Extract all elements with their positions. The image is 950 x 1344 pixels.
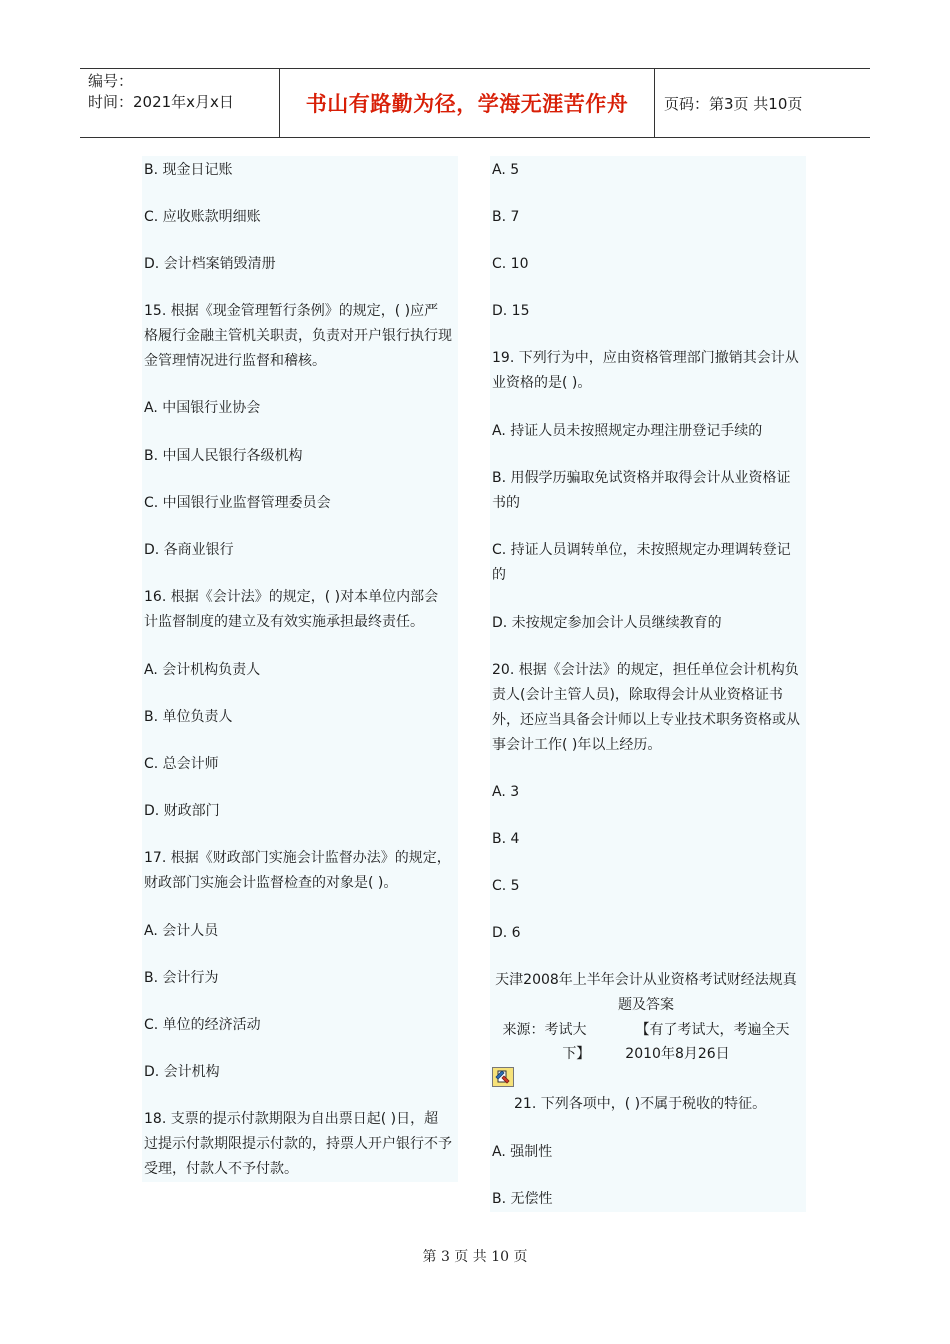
q18-option-b: B. 7 xyxy=(492,209,520,225)
question-20: 20. 根据《会计法》的规定，担任单位会计机构负责人(会计主管人员)，除取得会计从业资格证书外，还应当具备会计师以上专业技术职务资格或从事会计工作( )年以上经历。 xyxy=(492,662,800,753)
q17-option-b: B. 会计行为 xyxy=(144,970,219,986)
question-16: 16. 根据《会计法》的规定，( )对本单位内部会计监督制度的建立及有效实施承担最终责任。 xyxy=(144,589,439,630)
document-icon-glyph xyxy=(493,1068,513,1086)
question-17: 17. 根据《财政部门实施会计监督办法》的规定，财政部门实施会计监督检查的对象是( )。 xyxy=(144,850,451,891)
header-meta xyxy=(80,69,280,137)
q19-option-a: A. 持证人员未按照规定办理注册登记手续的 xyxy=(492,423,763,439)
section-source-line-2: 下】 2010年8月26日 xyxy=(562,1046,730,1062)
option-b-cash-journal: B. 现金日记账 xyxy=(144,162,233,178)
question-19: 19. 下列行为中，应由资格管理部门撤销其会计从业资格的是( )。 xyxy=(492,350,799,391)
section-source-line-1: 来源：考试大 【有了考试大，考遍全天 xyxy=(502,1022,790,1038)
q16-option-a: A. 会计机构负责人 xyxy=(144,662,261,678)
q20-option-a: A. 3 xyxy=(492,784,520,800)
page-footer: 第 3 页 共 10 页 xyxy=(422,1249,528,1265)
option-c-receivables-ledger: C. 应收账款明细账 xyxy=(144,209,261,225)
header-page-info: 页码：第3页 共10页 xyxy=(664,94,803,113)
q21-option-a: A. 强制性 xyxy=(492,1144,553,1160)
q15-option-d: D. 各商业银行 xyxy=(144,542,234,558)
q20-option-b: B. 4 xyxy=(492,831,520,847)
page-header xyxy=(80,68,870,138)
q19-option-d: D. 未按规定参加会计人员继续教育的 xyxy=(492,615,722,631)
document-icon[interactable] xyxy=(492,1067,514,1087)
question-15: 15. 根据《现金管理暂行条例》的规定，( )应严格履行金融主管机关职责，负责对开户银行执行现金管理情况进行监督和稽核。 xyxy=(144,303,452,369)
header-time: 时间：2021年x月x日 xyxy=(88,93,234,111)
q16-option-b: B. 单位负责人 xyxy=(144,709,233,725)
q18-option-d: D. 15 xyxy=(492,303,530,319)
section-title: 天津2008年上半年会计从业资格考试财经法规真题及答案 xyxy=(495,972,797,1013)
q17-option-c: C. 单位的经济活动 xyxy=(144,1017,261,1033)
q20-option-c: C. 5 xyxy=(492,878,520,894)
q17-option-d: D. 会计机构 xyxy=(144,1064,220,1080)
q17-option-a: A. 会计人员 xyxy=(144,923,219,939)
q18-option-a: A. 5 xyxy=(492,162,520,178)
q21-option-b: B. 无偿性 xyxy=(492,1191,553,1207)
question-21: 21. 下列各项中，( )不属于税收的特征。 xyxy=(514,1096,767,1112)
q16-option-d: D. 财政部门 xyxy=(144,803,220,819)
q19-option-c: C. 持证人员调转单位，未按照规定办理调转登记的 xyxy=(492,542,791,583)
option-d-archive-register: D. 会计档案销毁清册 xyxy=(144,256,276,272)
left-column xyxy=(142,156,458,1182)
header-page-info-cell xyxy=(654,69,870,137)
header-motto-cell xyxy=(280,69,655,137)
q20-option-d: D. 6 xyxy=(492,925,521,941)
q15-option-b: B. 中国人民银行各级机构 xyxy=(144,448,303,464)
header-number: 编号： xyxy=(88,72,134,90)
q15-option-c: C. 中国银行业监督管理委员会 xyxy=(144,495,331,511)
q18-option-c: C. 10 xyxy=(492,256,529,272)
question-18: 18. 支票的提示付款期限为自出票日起( )日，超过提示付款期限提示付款的，持票人开户银行不予受理，付款人不予付款。 xyxy=(144,1111,452,1177)
right-column xyxy=(490,156,806,1212)
q15-option-a: A. 中国银行业协会 xyxy=(144,400,261,416)
header-motto: 书山有路勤为径，学海无涯苦作舟 xyxy=(305,92,629,116)
q16-option-c: C. 总会计师 xyxy=(144,756,219,772)
q19-option-b: B. 用假学历骗取免试资格并取得会计从业资格证书的 xyxy=(492,470,791,511)
